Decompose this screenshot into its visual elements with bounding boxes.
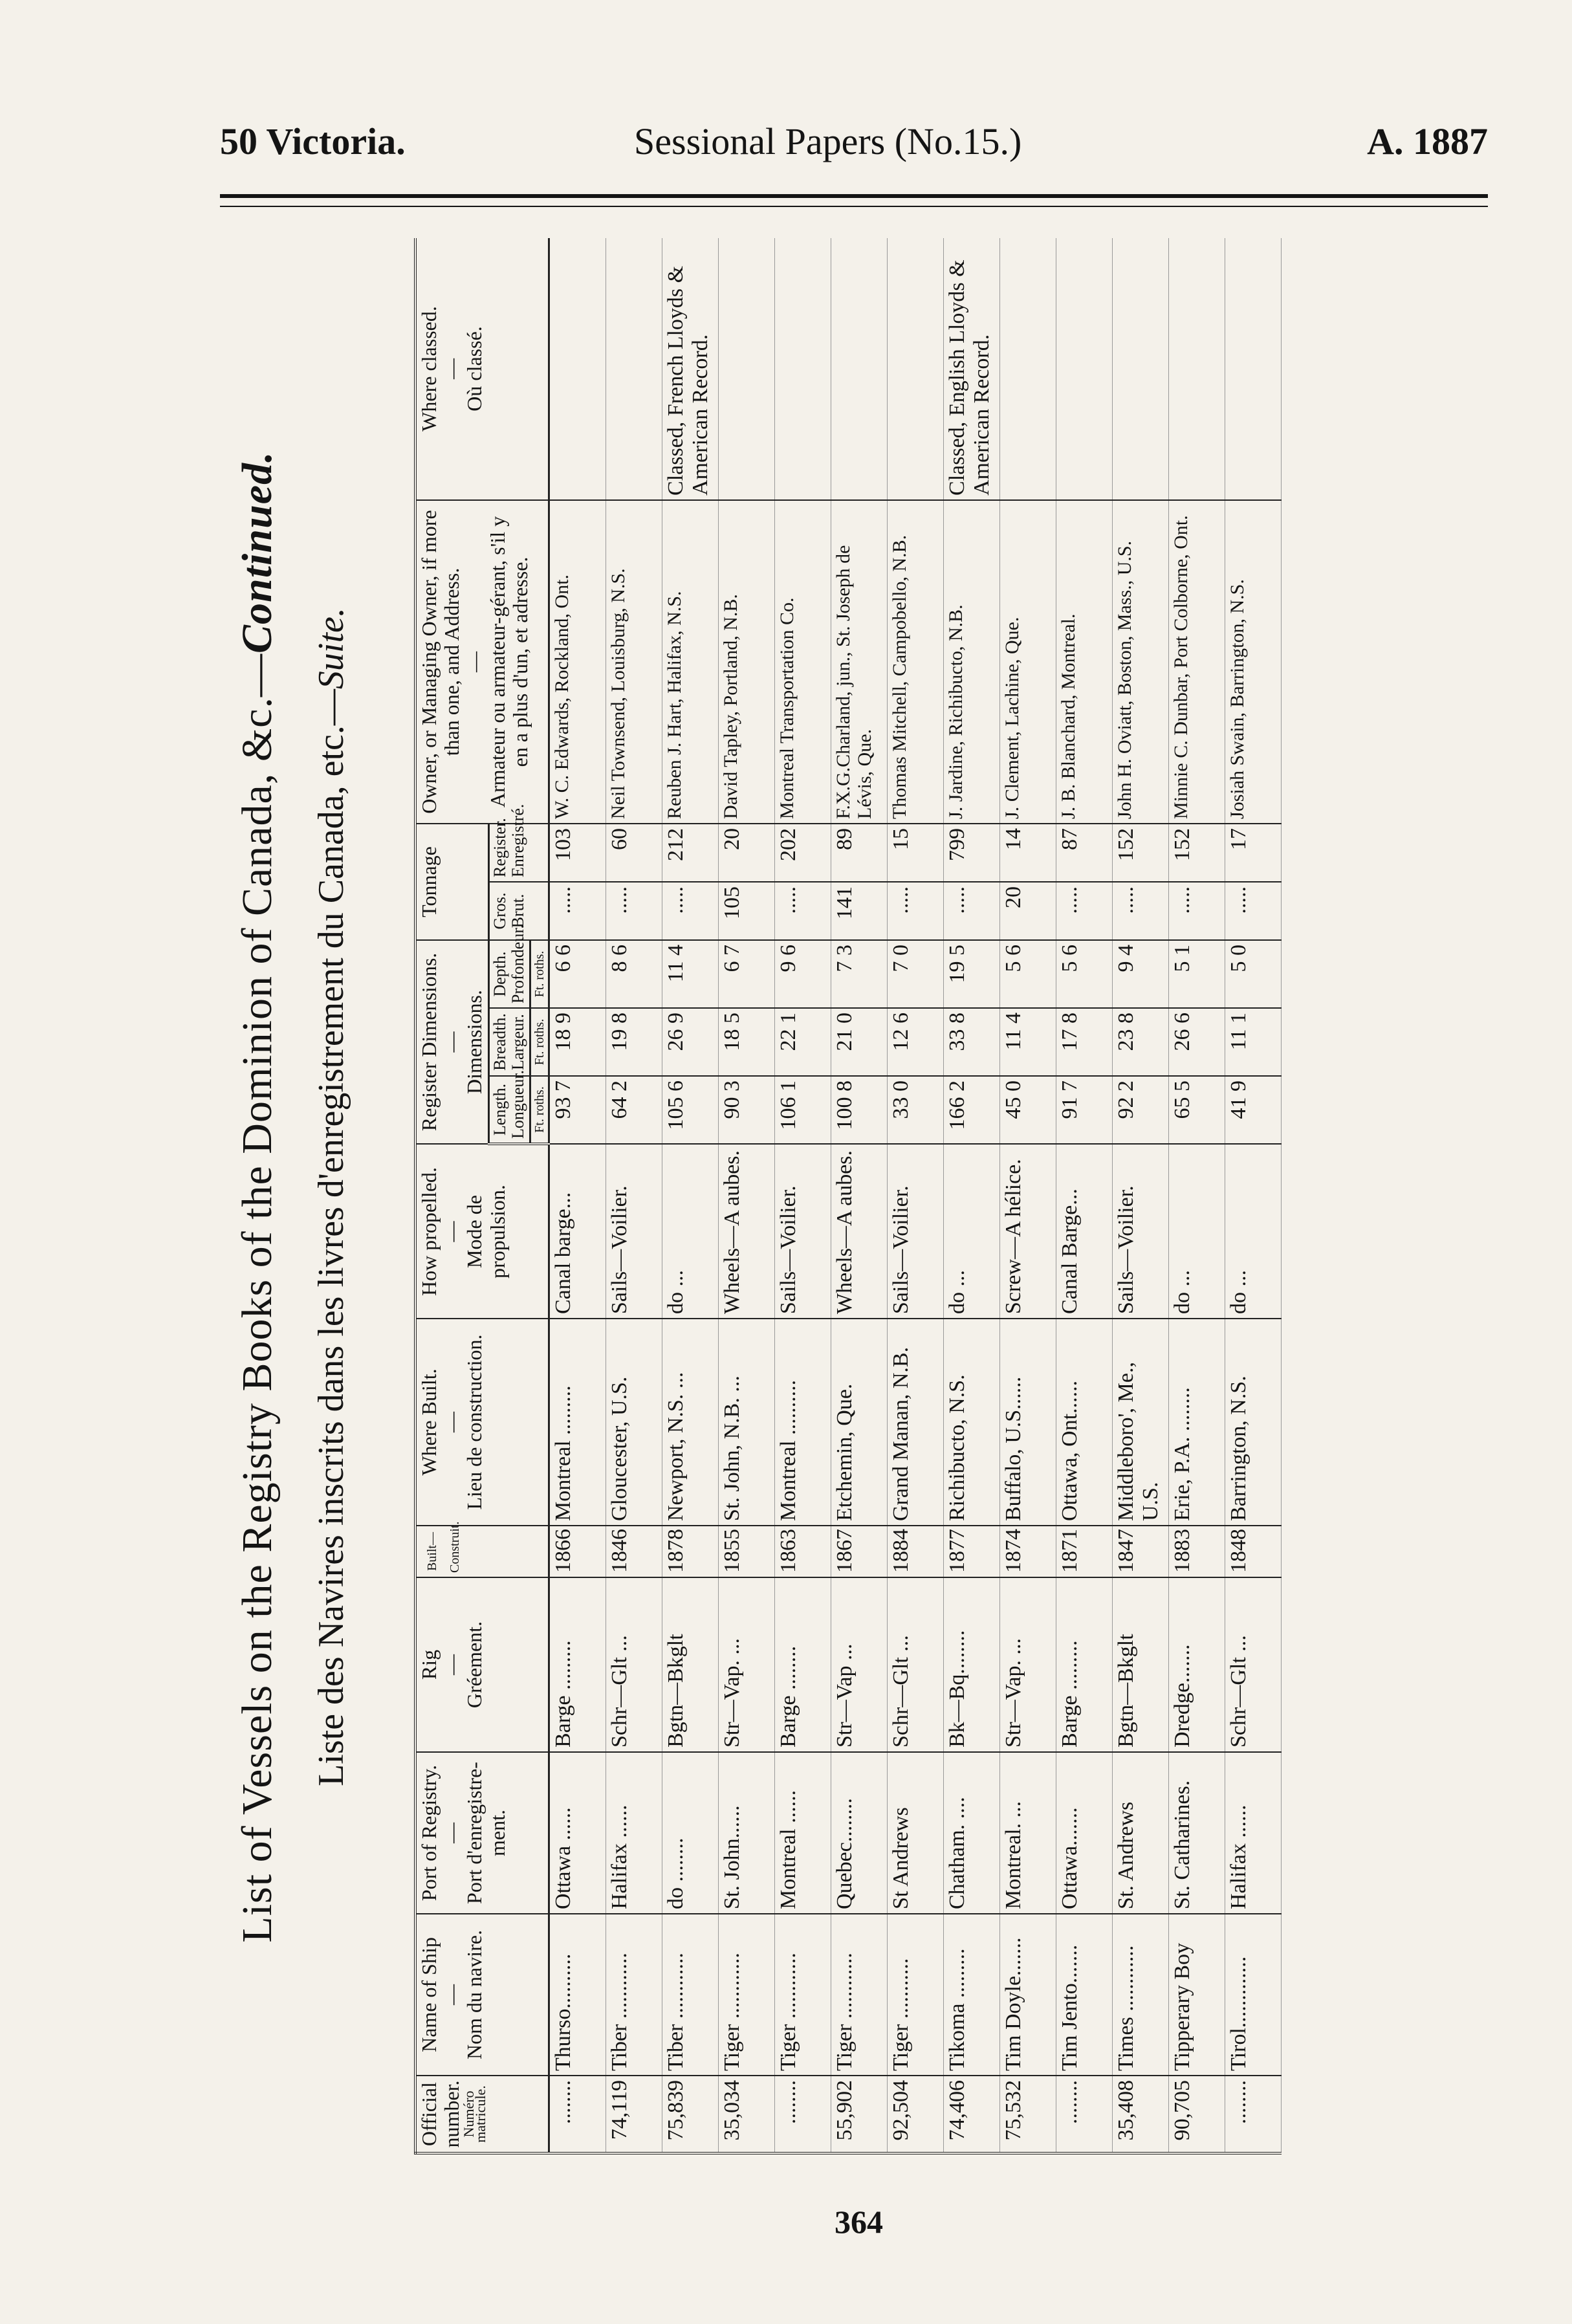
port-cell: Montreal. ...	[999, 1752, 1056, 1914]
vessel-register-table	[414, 238, 1282, 2154]
col-port: Port of Registry. — Port d'enregistre-ment.	[415, 1752, 549, 1914]
classed-cell	[1056, 238, 1112, 500]
propulsion-cell: Screw—A hélice.	[999, 1144, 1056, 1319]
table-row	[549, 238, 606, 2153]
title-french	[311, 239, 352, 2154]
register-tonnage-cell: 14	[999, 824, 1056, 882]
register-tonnage-cell: 60	[606, 824, 662, 882]
built-year-cell: 1848	[1225, 1526, 1281, 1577]
owner-cell: J. Clement, Lachine, Que.	[999, 500, 1056, 824]
classed-cell	[1225, 238, 1281, 500]
propulsion-cell: Sails—Voilier.	[887, 1144, 943, 1319]
port-cell: do ........	[662, 1752, 718, 1914]
built-year-cell: 1846	[606, 1526, 662, 1577]
where-built-cell: Barrington, N.S.	[1225, 1319, 1281, 1526]
where-built-cell: Middleboro', Me., U.S.	[1112, 1319, 1168, 1526]
register-tonnage-cell: 152	[1168, 824, 1225, 882]
ship-name-cell: Tiber ............	[606, 1914, 662, 2076]
col-port-en: Port of Registry.	[417, 1764, 441, 1902]
where-built-cell: Ottawa, Ont......	[1056, 1319, 1112, 1526]
official-number-cell: ........	[1056, 2076, 1112, 2153]
propulsion-cell: do ...	[1168, 1144, 1225, 1319]
classed-cell	[999, 238, 1056, 500]
col-tonnage	[415, 824, 488, 940]
owner-cell: Reuben J. Hart, Halifax, N.S.	[662, 500, 718, 824]
built-year-cell: 1874	[999, 1526, 1056, 1577]
table-row	[1056, 238, 1112, 2153]
col-dimensions: Register Dimensions. — Dimensions.	[415, 940, 488, 1144]
rig-cell: Barge .........	[1056, 1577, 1112, 1752]
depth-cell: 5 6	[999, 940, 1056, 1008]
col-where-built: Where Built. — Lieu de construction.	[415, 1319, 549, 1526]
ship-name-cell: Thurso..........	[549, 1914, 606, 2076]
length-cell: 65 5	[1168, 1076, 1225, 1144]
length-cell: 92 2	[1112, 1076, 1168, 1144]
rig-cell: Schr—Glt ...	[1225, 1577, 1281, 1752]
col-breadth-text: Breadth. Largeur.	[490, 1013, 528, 1071]
ship-name-cell: Tipperary Boy	[1168, 1914, 1225, 2076]
table-row	[831, 238, 887, 2153]
table-row	[1168, 238, 1225, 2153]
length-cell: 100 8	[831, 1076, 887, 1144]
register-tonnage-cell: 87	[1056, 824, 1112, 882]
where-built-cell: Erie, P.A. ........	[1168, 1319, 1225, 1526]
col-dimensions-fr: Dimensions.	[463, 990, 486, 1094]
breadth-cell: 21 0	[831, 1008, 887, 1076]
gross-tonnage-cell: .....	[887, 882, 943, 940]
port-cell: St. John......	[718, 1752, 774, 1914]
table-row	[662, 238, 718, 2153]
table-row	[718, 238, 774, 2153]
classed-cell	[887, 238, 943, 500]
breadth-cell: 22 1	[774, 1008, 831, 1076]
breadth-cell: 19 8	[606, 1008, 662, 1076]
depth-cell: 6 7	[718, 940, 774, 1008]
col-how-propelled-en: How propelled.	[417, 1167, 441, 1297]
depth-cell: 9 4	[1112, 940, 1168, 1008]
register-tonnage-cell: 103	[549, 824, 606, 882]
header-rule-thin	[220, 206, 1488, 207]
classed-cell	[606, 238, 662, 500]
where-built-cell: Richibucto, N.S.	[943, 1319, 999, 1526]
col-length	[488, 1069, 530, 1144]
col-gross-text: Gros. Brut.	[490, 892, 528, 930]
length-cell: 91 7	[1056, 1076, 1112, 1144]
length-cell: 41 9	[1225, 1076, 1281, 1144]
depth-cell: 9 6	[774, 940, 831, 1008]
col-owner-en: Owner, or Managing Owner, if more than one, and Address.	[417, 510, 464, 814]
gross-tonnage-cell: .....	[1225, 882, 1281, 940]
col-register	[488, 804, 549, 882]
rig-cell: Dredge.......	[1168, 1577, 1225, 1752]
where-built-cell: Montreal .........	[549, 1319, 606, 1526]
length-cell: 64 2	[606, 1076, 662, 1144]
table-row	[1112, 238, 1168, 2153]
page-header	[220, 120, 1488, 178]
table-row	[774, 238, 831, 2153]
port-cell: St. Andrews	[1112, 1752, 1168, 1914]
unit-depth: Ft. roths.	[530, 940, 549, 1008]
gross-tonnage-cell: 141	[831, 882, 887, 940]
col-official-number-en: Official number.	[417, 2080, 464, 2148]
ship-name-cell: Tiger ............	[831, 1914, 887, 2076]
table-wrapper	[414, 239, 1282, 2154]
rig-cell: Schr—Glt ...	[887, 1577, 943, 1752]
classed-cell	[774, 238, 831, 500]
title-french-suffix: Suite.	[311, 608, 351, 690]
where-built-cell: Grand Manan, N.B.	[887, 1319, 943, 1526]
table-head	[415, 238, 549, 2153]
gross-tonnage-cell: .....	[549, 882, 606, 940]
built-year-cell: 1883	[1168, 1526, 1225, 1577]
unit-length: Ft. roths.	[530, 1076, 549, 1144]
depth-cell: 7 0	[887, 940, 943, 1008]
gross-tonnage-cell: .....	[774, 882, 831, 940]
col-dimensions-en: Register Dimensions.	[417, 952, 441, 1132]
official-number-cell: 35,408	[1112, 2076, 1168, 2153]
length-cell: 93 7	[549, 1076, 606, 1144]
owner-cell: David Tapley, Portland, N.B.	[718, 500, 774, 824]
owner-cell: Montreal Transportation Co.	[774, 500, 831, 824]
col-built-text: Built—Construit.	[425, 1521, 463, 1573]
owner-cell: Neil Townsend, Louisburg, N.S.	[606, 500, 662, 824]
depth-cell: 7 3	[831, 940, 887, 1008]
built-year-cell: 1871	[1056, 1526, 1112, 1577]
depth-cell: 8 6	[606, 940, 662, 1008]
col-where-built-fr: Lieu de construction.	[463, 1334, 486, 1510]
breadth-cell: 26 6	[1168, 1008, 1225, 1076]
ship-name-cell: Tiber ............	[662, 1914, 718, 2076]
col-classed-en: Where classed.	[417, 306, 441, 432]
breadth-cell: 23 8	[1112, 1008, 1168, 1076]
col-where-built-en: Where Built.	[417, 1368, 441, 1476]
built-year-cell: 1863	[774, 1526, 831, 1577]
owner-cell: J. B. Blanchard, Montreal.	[1056, 500, 1112, 824]
depth-cell: 5 1	[1168, 940, 1225, 1008]
col-depth-text: Depth. Profondeur.	[490, 924, 528, 1003]
classed-cell	[718, 238, 774, 500]
length-cell: 166 2	[943, 1076, 999, 1144]
col-length-text: Length. Longueur.	[490, 1069, 528, 1139]
register-tonnage-cell: 212	[662, 824, 718, 882]
col-name-en: Name of Ship	[417, 1937, 441, 2052]
owner-cell: Josiah Swain, Barrington, N.S.	[1225, 500, 1281, 824]
table-row	[943, 238, 999, 2153]
classed-cell	[1168, 238, 1225, 500]
gross-tonnage-cell: .....	[943, 882, 999, 940]
header-papers: Sessional Papers (No.15.)	[634, 120, 1022, 162]
built-year-cell: 1866	[549, 1526, 606, 1577]
official-number-cell: 35,034	[718, 2076, 774, 2153]
classed-cell	[1112, 238, 1168, 500]
col-owner-fr: Armateur ou armateur-gérant, s'il y en a plus d'un, et adresse.	[485, 516, 532, 808]
propulsion-cell: Sails—Voilier.	[1112, 1144, 1168, 1319]
col-classed-fr: Où classé.	[463, 326, 486, 411]
depth-cell: 5 0	[1225, 940, 1281, 1008]
classed-cell	[831, 238, 887, 500]
gross-tonnage-cell: 20	[999, 882, 1056, 940]
rig-cell: Barge .........	[549, 1577, 606, 1752]
register-tonnage-cell: 152	[1112, 824, 1168, 882]
built-year-cell: 1884	[887, 1526, 943, 1577]
ship-name-cell: Times ............	[1112, 1914, 1168, 2076]
depth-cell: 5 6	[1056, 940, 1112, 1008]
col-port-fr: Port d'enregistre-ment.	[463, 1762, 509, 1904]
owner-cell: W. C. Edwards, Rockland, Ont.	[549, 500, 606, 824]
built-year-cell: 1847	[1112, 1526, 1168, 1577]
official-number-cell: 75,532	[999, 2076, 1056, 2153]
table-body	[549, 238, 1281, 2153]
col-rig-en: Rig	[417, 1649, 441, 1680]
ship-name-cell: Tiger ...........	[887, 1914, 943, 2076]
propulsion-cell: Canal Barge...	[1056, 1144, 1112, 1319]
breadth-cell: 18 5	[718, 1008, 774, 1076]
unit-breadth: Ft. roths.	[530, 1008, 549, 1076]
rig-cell: Str—Vap ...	[831, 1577, 887, 1752]
length-cell: 105 6	[662, 1076, 718, 1144]
gross-tonnage-cell: .....	[1168, 882, 1225, 940]
col-owner: Owner, or Managing Owner, if more than one, and Address. — Armateur ou armateur-gérant, s'il y en a plus d'un, et adresse.	[415, 500, 549, 824]
official-number-cell: 74,119	[606, 2076, 662, 2153]
rig-cell: Bgtn—Bkglt	[662, 1577, 718, 1752]
ship-name-cell: Tiger ............	[718, 1914, 774, 2076]
register-tonnage-cell: 799	[943, 824, 999, 882]
gross-tonnage-cell: .....	[1056, 882, 1112, 940]
propulsion-cell: do ...	[1225, 1144, 1281, 1319]
header-year: A. 1887	[1367, 120, 1488, 162]
rig-cell: Str—Vap. ...	[999, 1577, 1056, 1752]
official-number-cell: 55,902	[831, 2076, 887, 2153]
breadth-cell: 33 8	[943, 1008, 999, 1076]
propulsion-cell: Sails—Voilier.	[774, 1144, 831, 1319]
rig-cell: Schr—Glt ...	[606, 1577, 662, 1752]
ship-name-cell: Tim Jento.......	[1056, 1914, 1112, 2076]
col-tonnage-text: Tonnage	[417, 846, 441, 917]
header-session: 50 Victoria.	[220, 120, 406, 162]
col-classed: Where classed. — Où classé.	[415, 238, 549, 500]
gross-tonnage-cell: 105	[718, 882, 774, 940]
gross-tonnage-cell: .....	[606, 882, 662, 940]
table-row	[887, 238, 943, 2153]
owner-cell: Thomas Mitchell, Campobello, N.B.	[887, 500, 943, 824]
table-row	[606, 238, 662, 2153]
header-rule-thick	[220, 194, 1488, 198]
ship-name-cell: Tikoma .........	[943, 1914, 999, 2076]
built-year-cell: 1855	[718, 1526, 774, 1577]
col-built	[415, 1521, 549, 1577]
rig-cell: Barge ........	[774, 1577, 831, 1752]
where-built-cell: Buffalo, U.S......	[999, 1319, 1056, 1526]
port-cell: Montreal ......	[774, 1752, 831, 1914]
owner-cell: F.X.G.Charland, jun., St. Joseph de Lévis, Que.	[831, 500, 887, 824]
register-tonnage-cell: 20	[718, 824, 774, 882]
gross-tonnage-cell: .....	[1112, 882, 1168, 940]
propulsion-cell: Sails—Voilier.	[606, 1144, 662, 1319]
propulsion-cell: do ...	[662, 1144, 718, 1319]
where-built-cell: Montreal ..........	[774, 1319, 831, 1526]
breadth-cell: 11 1	[1225, 1008, 1281, 1076]
register-tonnage-cell: 202	[774, 824, 831, 882]
ship-name-cell: Tirol.............	[1225, 1914, 1281, 2076]
col-register-text: Register. Enregistré.	[490, 804, 528, 877]
col-rig-fr: Gréement.	[463, 1621, 486, 1709]
propulsion-cell: Wheels—A aubes.	[831, 1144, 887, 1319]
official-number-cell: ........	[549, 2076, 606, 2153]
built-year-cell: 1877	[943, 1526, 999, 1577]
col-rig: Rig — Gréement.	[415, 1577, 549, 1752]
classed-cell: Classed, English Lloyds & American Record.	[943, 238, 999, 500]
port-cell: St. Catharines.	[1168, 1752, 1225, 1914]
owner-cell: J. Jardine, Richibucto, N.B.	[943, 500, 999, 824]
breadth-cell: 12 6	[887, 1008, 943, 1076]
built-year-cell: 1867	[831, 1526, 887, 1577]
port-cell: Quebec........	[831, 1752, 887, 1914]
breadth-cell: 11 4	[999, 1008, 1056, 1076]
owner-cell: Minnie C. Dunbar, Port Colborne, Ont.	[1168, 500, 1225, 824]
length-cell: 45 0	[999, 1076, 1056, 1144]
length-cell: 90 3	[718, 1076, 774, 1144]
table-row	[999, 238, 1056, 2153]
rig-cell: Str—Vap. ...	[718, 1577, 774, 1752]
port-cell: Ottawa.......	[1056, 1752, 1112, 1914]
col-official-number	[415, 2076, 549, 2153]
where-built-cell: St. John, N.B. ...	[718, 1319, 774, 1526]
official-number-cell: ........	[1225, 2076, 1281, 2153]
official-number-cell: 74,406	[943, 2076, 999, 2153]
breadth-cell: 18 9	[549, 1008, 606, 1076]
port-cell: Halifax ......	[606, 1752, 662, 1914]
depth-cell: 11 4	[662, 940, 718, 1008]
breadth-cell: 26 9	[662, 1008, 718, 1076]
port-cell: St Andrews	[887, 1752, 943, 1914]
rig-cell: Bk—Bq........	[943, 1577, 999, 1752]
gross-tonnage-cell: .....	[662, 882, 718, 940]
register-tonnage-cell: 15	[887, 824, 943, 882]
title-english-suffix: Continued.	[234, 451, 281, 654]
port-cell: Chatham. ....	[943, 1752, 999, 1914]
propulsion-cell: Wheels—A aubes.	[718, 1144, 774, 1319]
length-cell: 33 0	[887, 1076, 943, 1144]
where-built-cell: Newport, N.S. ...	[662, 1319, 718, 1526]
title-english	[233, 239, 282, 2154]
col-breadth	[488, 1008, 530, 1076]
depth-cell: 19 5	[943, 940, 999, 1008]
col-name: Name of Ship — Nom du navire.	[415, 1914, 549, 2076]
table-titles	[220, 239, 414, 2154]
official-number-cell: 92,504	[887, 2076, 943, 2153]
register-tonnage-cell: 17	[1225, 824, 1281, 882]
length-cell: 106 1	[774, 1076, 831, 1144]
table-row	[1225, 238, 1281, 2153]
ship-name-cell: Tiger ............	[774, 1914, 831, 2076]
register-tonnage-cell: 89	[831, 824, 887, 882]
depth-cell: 6 6	[549, 940, 606, 1008]
col-official-number-fr: Numéro matricule.	[461, 2085, 488, 2143]
where-built-cell: Gloucester, U.S.	[606, 1319, 662, 1526]
rig-cell: Bgtn—Bkglt	[1112, 1577, 1168, 1752]
owner-cell: John H. Oviatt, Boston, Mass., U.S.	[1112, 500, 1168, 824]
col-depth	[488, 924, 530, 1008]
col-name-fr: Nom du navire.	[463, 1930, 486, 2059]
propulsion-cell: Canal barge...	[549, 1144, 606, 1319]
official-number-cell: 90,705	[1168, 2076, 1225, 2153]
title-french-prefix: Liste des Navires inscrits dans les livres d'enregistrement du Canada, etc.—	[311, 689, 351, 1786]
breadth-cell: 17 8	[1056, 1008, 1112, 1076]
classed-cell: Classed, French Lloyds & American Record.	[662, 238, 718, 500]
ship-name-cell: Tim Doyle.......	[999, 1914, 1056, 2076]
col-how-propelled-fr: Mode de propulsion.	[463, 1185, 509, 1278]
classed-cell	[549, 238, 606, 500]
col-how-propelled: How propelled. — Mode de propulsion.	[415, 1144, 549, 1319]
port-cell: Halifax ......	[1225, 1752, 1281, 1914]
port-cell: Ottawa ......	[549, 1752, 606, 1914]
official-number-cell: 75,839	[662, 2076, 718, 2153]
rotated-register-page	[220, 239, 1488, 2154]
page-number: 364	[835, 2204, 883, 2240]
official-number-cell: ........	[774, 2076, 831, 2153]
propulsion-cell: do ...	[943, 1144, 999, 1319]
where-built-cell: Etchemin, Que.	[831, 1319, 887, 1526]
built-year-cell: 1878	[662, 1526, 718, 1577]
title-english-prefix: List of Vessels on the Registry Books of the Dominion of Canada, &c.—	[234, 653, 281, 1943]
